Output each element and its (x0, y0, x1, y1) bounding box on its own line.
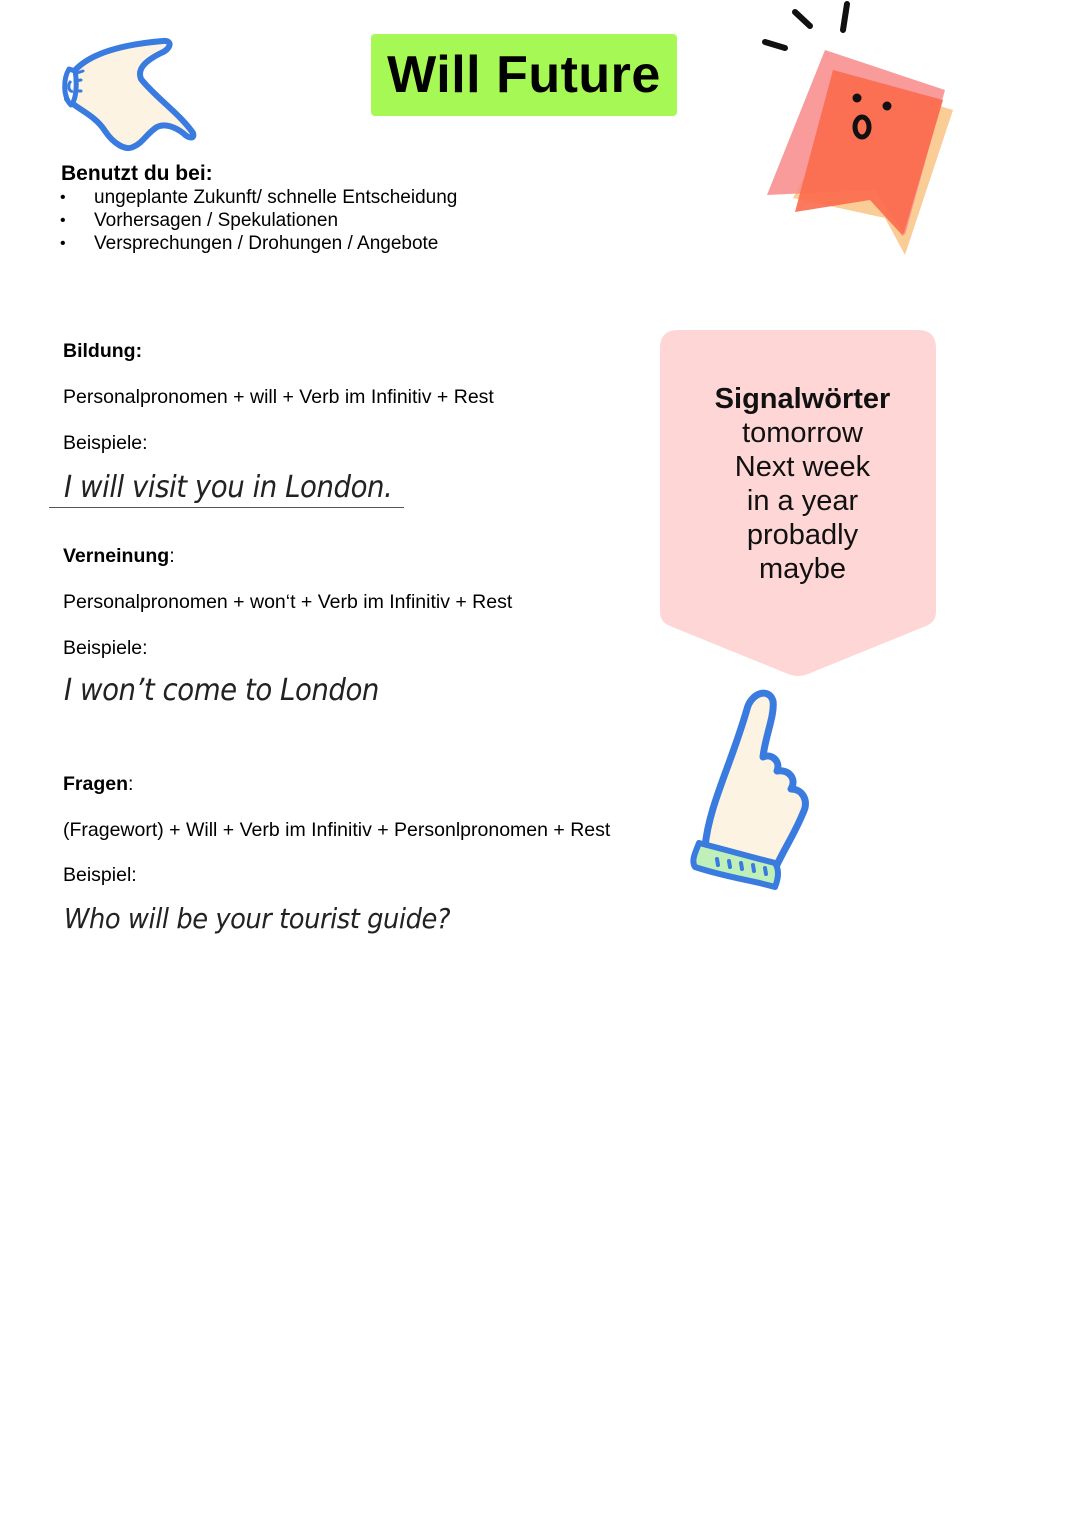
signal-word: probadly (746, 519, 859, 551)
pointing-up-hand-icon (685, 685, 820, 900)
page-title-box (371, 34, 677, 116)
bildung-formula: Personalpronomen + will + Verb im Infinitiv + Rest (63, 386, 494, 408)
fragen-heading (63, 773, 133, 796)
verneinung-example-label: Beispiele: (63, 637, 148, 659)
signal-word: in a year (746, 485, 859, 517)
pointing-hand-icon (55, 35, 205, 155)
bildung-heading: Bildung: (63, 340, 143, 362)
uses-list (61, 186, 457, 255)
fragen-formula: (Fragewort) + Will + Verb im Infinitiv + Personlpronomen + Rest (63, 819, 611, 841)
signal-words (660, 382, 945, 586)
signal-title: Signalwörter (714, 383, 891, 415)
fragen-colon: : (128, 773, 134, 795)
verneinung-example: I won’t come to London (64, 673, 379, 708)
bildung-example: I will visit you in London. (64, 470, 393, 505)
list-item (61, 232, 457, 255)
verneinung-colon: : (169, 545, 175, 567)
bullet-icon: • (60, 189, 66, 206)
example-underline (49, 507, 404, 508)
uses-heading: Benutzt du bei: (61, 162, 213, 185)
fragen-example-label: Beispiel: (63, 864, 137, 886)
list-item-text: ungeplante Zukunft/ schnelle Entscheidung (94, 187, 458, 208)
bullet-icon: • (60, 212, 66, 229)
verneinung-heading (63, 545, 175, 568)
verneinung-heading-text: Verneinung (63, 545, 170, 567)
list-item-text: Versprechungen / Drohungen / Angebote (94, 233, 439, 254)
signal-word: maybe (758, 553, 847, 585)
bullet-icon: • (60, 235, 66, 252)
surprised-bookmark-icon (755, 0, 965, 265)
fragen-heading-text: Fragen (63, 773, 129, 795)
page-title: Will Future (387, 46, 661, 104)
list-item (61, 209, 457, 232)
bildung-example-label: Beispiele: (63, 432, 148, 454)
list-item-text: Vorhersagen / Spekulationen (94, 210, 339, 231)
fragen-example: Who will be your tourist guide? (64, 902, 451, 935)
signal-word: Next week (734, 451, 871, 483)
signal-word: tomorrow (742, 417, 863, 449)
verneinung-formula: Personalpronomen + won‘t + Verb im Infinitiv + Rest (63, 591, 513, 613)
list-item (61, 186, 457, 209)
